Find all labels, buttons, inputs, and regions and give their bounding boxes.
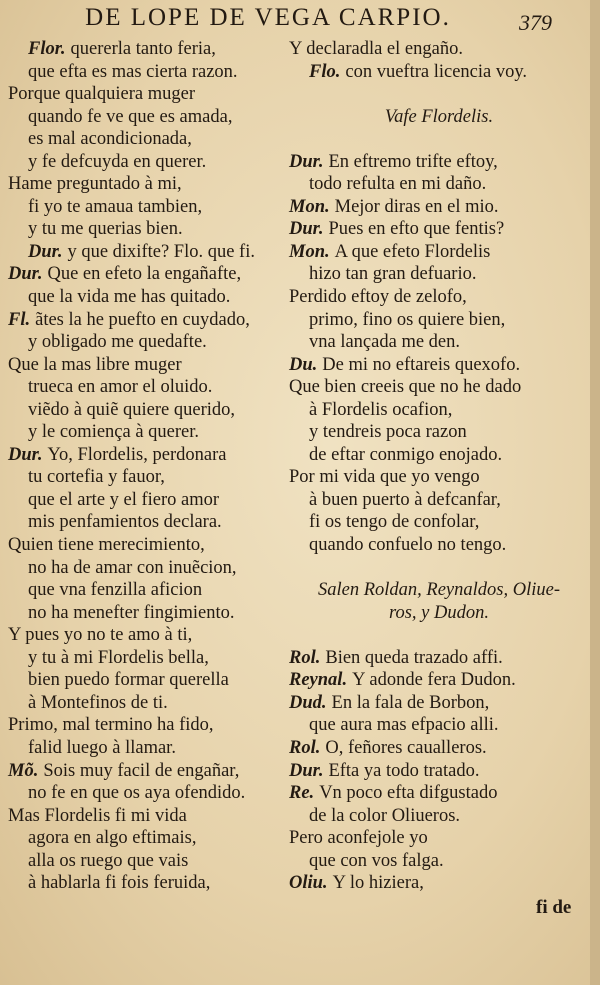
verse-line: [8, 263, 290, 286]
verse-text: à Montefinos de ti.: [28, 692, 168, 713]
verse-text: Yo, Flordelis, perdonara: [47, 444, 227, 465]
verse-line: [8, 106, 290, 129]
verse-text: Porque qualquiera muger: [8, 84, 195, 105]
verse-line: [289, 309, 589, 332]
verse-line: [289, 61, 589, 84]
verse-text: ãtes la he puefto en cuydado,: [35, 309, 250, 330]
verse-text: Y lo hiziera,: [332, 873, 424, 894]
verse-line: [8, 331, 290, 354]
speaker-label: Oliu.: [289, 873, 328, 894]
verse-line: [8, 196, 290, 219]
verse-text: y tu me querias bien.: [28, 219, 183, 240]
verse-line: [289, 196, 589, 219]
verse-text: trueca en amor el oluido.: [28, 377, 213, 398]
verse-text: Que en efeto la engañafte,: [47, 264, 242, 285]
speaker-label: Mon.: [289, 241, 330, 262]
verse-line: [289, 557, 589, 580]
speaker-label: Du.: [289, 354, 318, 375]
verse-line: [8, 286, 290, 309]
verse-text: que la vida me has quitado.: [28, 287, 231, 308]
verse-line: [289, 376, 589, 399]
verse-line: [8, 421, 290, 444]
left-column: [8, 38, 290, 895]
verse-line: [8, 309, 290, 332]
verse-line: [289, 850, 589, 873]
verse-text: que aura mas efpacio alli.: [309, 715, 499, 736]
verse-line: [289, 692, 589, 715]
verse-line: [289, 421, 589, 444]
verse-text: de eftar conmigo enojado.: [309, 444, 503, 465]
verse-text: no ha de amar con inuẽcion,: [28, 557, 237, 578]
verse-text: primo, fino os quiere bien,: [309, 309, 506, 330]
verse-line: [289, 872, 589, 895]
verse-text: Vn poco efta difgustado: [319, 783, 498, 804]
speaker-label: Reynal.: [289, 670, 348, 691]
verse-line: [8, 624, 290, 647]
verse-text: tu cortefia y fauor,: [28, 467, 165, 488]
verse-line: [289, 263, 589, 286]
verse-line: [8, 872, 290, 895]
verse-line: [289, 399, 589, 422]
verse-text: alla os ruego que vais: [28, 850, 189, 871]
verse-line: [289, 782, 589, 805]
verse-text: quando fe ve que es amada,: [28, 106, 233, 127]
verse-line: [289, 511, 589, 534]
verse-text: De mi no eftareis quexofo.: [322, 354, 521, 375]
verse-text: à buen puerto à defcanfar,: [309, 489, 501, 510]
verse-text: mis penfamientos declara.: [28, 512, 222, 533]
verse-line: [289, 534, 589, 557]
verse-line: [289, 331, 589, 354]
verse-text: Sois muy facil de engañar,: [43, 760, 240, 781]
verse-line: [8, 692, 290, 715]
speaker-label: Dur.: [289, 760, 324, 781]
verse-line: [8, 466, 290, 489]
verse-text: A que efeto Flordelis: [334, 241, 491, 262]
verse-line: [289, 624, 589, 647]
verse-text: Y adonde fera Dudon.: [352, 670, 516, 691]
verse-line: [289, 218, 589, 241]
verse-line: [289, 669, 589, 692]
verse-line: [8, 128, 290, 151]
verse-text: Quien tiene merecimiento,: [8, 535, 205, 556]
verse-text: Que la mas libre muger: [8, 354, 182, 375]
verse-text: Y declaradla el engaño.: [289, 39, 463, 59]
verse-line: [8, 805, 290, 828]
verse-line: [8, 647, 290, 670]
verse-text: y que dixifte? Flo. que fi.: [67, 241, 255, 262]
verse-text: Y pues yo no te amo à ti,: [8, 625, 193, 646]
verse-text: fi os tengo de confolar,: [309, 512, 480, 533]
page-edge: [590, 0, 600, 985]
speaker-label: Dur.: [289, 151, 324, 172]
verse-line: [289, 128, 589, 151]
verse-line: [8, 714, 290, 737]
verse-text: y tendreis poca razon: [309, 422, 467, 443]
verse-line: [8, 173, 290, 196]
verse-line: [289, 714, 589, 737]
verse-line: [289, 83, 589, 106]
verse-line: [8, 782, 290, 805]
verse-line: [8, 602, 290, 625]
verse-text: agora en algo eftimais,: [28, 828, 197, 849]
verse-text: Que bien creeis que no he dado: [289, 377, 522, 398]
verse-line: [289, 466, 589, 489]
verse-text: Primo, mal termino ha fido,: [8, 715, 214, 736]
running-head: DE LOPE DE VEGA CARPIO.: [85, 4, 451, 31]
speaker-label: Fl.: [8, 309, 31, 330]
verse-line: [8, 557, 290, 580]
verse-text: y tu à mi Flordelis bella,: [28, 647, 209, 668]
verse-line: [8, 241, 290, 264]
speaker-label: Rol.: [289, 737, 321, 758]
verse-text: fi yo te amaua tambien,: [28, 196, 203, 217]
verse-line: [289, 827, 589, 850]
verse-text: Mas Flordelis fi mi vida: [8, 805, 187, 826]
speaker-label: Flor.: [28, 39, 66, 59]
verse-line: [8, 376, 290, 399]
verse-line: [8, 534, 290, 557]
verse-text: Efta ya todo tratado.: [328, 760, 480, 781]
verse-line: [289, 737, 589, 760]
speaker-label: Re.: [289, 783, 315, 804]
verse-text: no ha menefter fingimiento.: [28, 602, 235, 623]
verse-text: es mal acondicionada,: [28, 129, 192, 150]
verse-line: [8, 83, 290, 106]
right-column: [289, 38, 589, 895]
verse-text: Mejor diras en el mio.: [334, 196, 499, 217]
verse-text: Pues en efto que fentis?: [328, 219, 505, 240]
verse-text: Hame preguntado à mi,: [8, 174, 182, 195]
verse-line: [8, 38, 290, 61]
verse-line: [8, 511, 290, 534]
verse-text: quererla tanto feria,: [70, 39, 216, 59]
verse-line: [289, 354, 589, 377]
verse-text: Por mi vida que yo vengo: [289, 467, 480, 488]
speaker-label: Dur.: [289, 219, 324, 240]
verse-line: [289, 241, 589, 264]
verse-text: que efta es mas cierta razon.: [28, 61, 238, 82]
speaker-label: Dur.: [28, 241, 63, 262]
verse-line: [289, 805, 589, 828]
verse-line: [8, 827, 290, 850]
verse-text: En la fala de Borbon,: [331, 692, 490, 713]
verse-text: En eftremo trifte eftoy,: [328, 151, 498, 172]
verse-text: de la color Oliueros.: [309, 805, 461, 826]
verse-line: [8, 354, 290, 377]
verse-line: [289, 760, 589, 783]
verse-line: [289, 444, 589, 467]
verse-line: [289, 173, 589, 196]
verse-line: [289, 489, 589, 512]
verse-text: y fe defcuyda en querer.: [28, 151, 207, 172]
verse-text: viẽdo à quiẽ quiere querido,: [28, 399, 236, 420]
verse-line: [8, 760, 290, 783]
verse-text: bien puedo formar querella: [28, 670, 229, 691]
verse-line: [8, 218, 290, 241]
verse-line: [289, 647, 589, 670]
verse-line: [8, 151, 290, 174]
verse-line: [289, 286, 589, 309]
stage-direction: ros, y Dudon.: [388, 602, 490, 623]
verse-text: que el arte y el fiero amor: [28, 489, 220, 510]
verse-text: que vna fenzilla aficion: [28, 580, 203, 601]
verse-text: quando confuelo no tengo.: [309, 535, 507, 556]
verse-text: Perdido eftoy de zelofo,: [289, 287, 467, 308]
verse-text: con vueftra licencia voy.: [345, 61, 528, 82]
verse-text: y le comiença à querer.: [28, 422, 200, 443]
verse-line: [8, 669, 290, 692]
verse-text: Bien queda trazado affi.: [325, 647, 503, 668]
verse-text: no fe en que os aya ofendido.: [28, 783, 246, 804]
verse-line: [8, 444, 290, 467]
verse-line: [289, 151, 589, 174]
verse-text: que con vos falga.: [309, 850, 444, 871]
speaker-label: Mon.: [289, 196, 330, 217]
speaker-label: Dur.: [8, 444, 43, 465]
verse-line: [8, 489, 290, 512]
verse-text: vna lançada me den.: [309, 332, 461, 353]
catchword: fi de: [536, 897, 572, 918]
verse-line: [8, 61, 290, 84]
speaker-label: Dud.: [289, 692, 327, 713]
verse-text: Pero aconfejole yo: [289, 828, 428, 849]
speaker-label: Rol.: [289, 647, 321, 668]
verse-text: todo refulta en mi daño.: [309, 174, 487, 195]
verse-line: [8, 579, 290, 602]
speaker-label: Dur.: [8, 264, 43, 285]
verse-text: à hablarla fi fois feruida,: [28, 873, 211, 894]
speaker-label: Flo.: [309, 61, 341, 82]
page-number: 379: [519, 10, 552, 35]
verse-line: [8, 399, 290, 422]
verse-text: falid luego à llamar.: [28, 737, 176, 758]
stage-direction: Salen Roldan, Reynaldos, Oliue-: [318, 580, 560, 601]
verse-line: [8, 737, 290, 760]
verse-line: [289, 38, 589, 61]
speaker-label: Mõ.: [8, 760, 39, 781]
verse-text: y obligado me quedafte.: [28, 332, 207, 353]
verse-text: hizo tan gran defuario.: [309, 264, 477, 285]
verse-text: O, feñores caualleros.: [325, 737, 487, 758]
verse-line: [8, 850, 290, 873]
verse-text: à Flordelis ocafion,: [309, 399, 453, 420]
stage-direction: Vafe Flordelis.: [384, 106, 494, 127]
